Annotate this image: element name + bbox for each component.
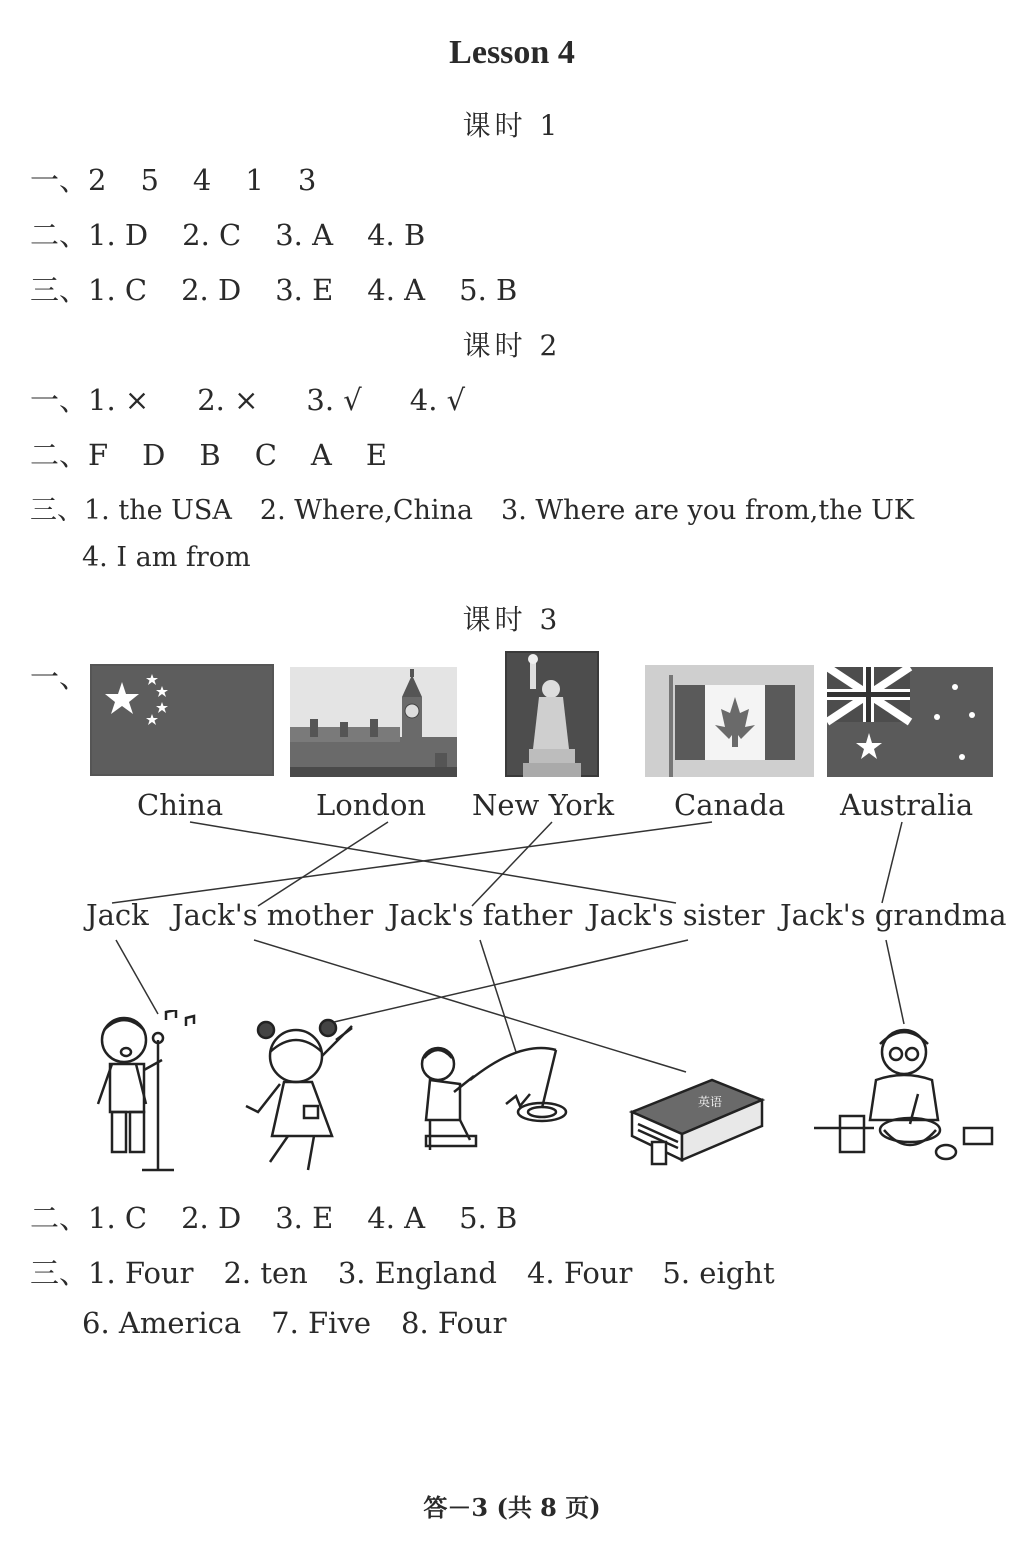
answer-item: D — [142, 438, 166, 472]
q-prefix: 三、 — [30, 273, 89, 307]
answer-item: 2. ten — [223, 1256, 308, 1290]
answer-item: A — [310, 438, 332, 472]
lesson1-heading: 课时 1 — [462, 109, 562, 142]
answer-item: 1. C — [88, 273, 148, 307]
person-label-jacks-father: Jack's father — [388, 898, 573, 932]
answer-item: 1. × — [88, 383, 150, 417]
match-line-father-fishing — [480, 940, 516, 1052]
answer-item: 3 — [297, 163, 317, 197]
person-label-jacks-grandma: Jack's grandma — [780, 898, 1007, 932]
answer-item: B — [199, 438, 221, 472]
match-line-grandma-cooking — [886, 940, 904, 1024]
answer-item: F — [88, 438, 109, 472]
place-label-new-york: New York — [472, 788, 615, 822]
answer-item: 4 — [192, 163, 212, 197]
lesson3-heading: 课时 3 — [462, 603, 562, 636]
answer-item: 3. Where are you from,the UK — [501, 495, 915, 526]
q-prefix: 二、 — [30, 218, 89, 252]
person-label-jack: Jack — [86, 898, 149, 932]
place-label-london: London — [316, 788, 427, 822]
answer-item: 6. America — [82, 1306, 242, 1340]
person-label-jacks-mother: Jack's mother — [172, 898, 374, 932]
lesson3-q2 — [30, 1196, 551, 1237]
answer-item: 2. × — [197, 383, 259, 417]
answer-item: 5. B — [459, 273, 518, 307]
answer-item: 4. √ — [409, 383, 466, 417]
answer-item: 4. B — [367, 218, 426, 252]
answer-item: 3. England — [337, 1256, 497, 1290]
match-line-mother-book — [254, 940, 686, 1072]
q-prefix: 二、 — [30, 1201, 89, 1235]
answer-item: 4. A — [367, 273, 426, 307]
match-line-china-sister — [190, 822, 676, 903]
q-prefix: 三、 — [30, 495, 84, 526]
answer-item: 2. D — [181, 273, 242, 307]
answer-item: E — [365, 438, 388, 472]
answer-item: 3. √ — [306, 383, 362, 417]
answer-item: 2. Where,China — [259, 495, 474, 526]
answer-item: 4. A — [367, 1201, 426, 1235]
answer-item: 2. D — [181, 1201, 242, 1235]
answer-item: 7. Five — [271, 1306, 372, 1340]
q-prefix: 一、 — [30, 163, 89, 197]
q-prefix: 三、 — [30, 1256, 89, 1290]
answer-item: 1. Four — [88, 1256, 194, 1290]
place-label-china: China — [137, 788, 224, 822]
q-prefix: 二、 — [30, 438, 89, 472]
answer-item: 5. eight — [662, 1256, 775, 1290]
answer-item: C — [254, 438, 277, 472]
match-line-london-mother — [258, 822, 388, 906]
page-footer: 答－3 (共 8 页) — [423, 1493, 601, 1522]
answer-item: 3. E — [275, 273, 334, 307]
match-line-newyork-father — [472, 822, 552, 906]
answer-item: 5. B — [459, 1201, 518, 1235]
match-line-canada-jack — [112, 822, 712, 903]
lesson3-q3-line2 — [82, 1306, 506, 1340]
answer-item: 2 — [88, 163, 107, 197]
answer-item: 1. the USA — [84, 495, 232, 526]
q-prefix: 一、 — [30, 660, 89, 694]
answer-item: 2. C — [182, 218, 242, 252]
page-title: Lesson 4 — [449, 34, 575, 71]
place-label-canada: Canada — [674, 788, 786, 822]
lesson3-q3 — [30, 1251, 775, 1292]
answer-item: 1 — [245, 163, 264, 197]
answer-item: 8. Four — [401, 1306, 507, 1340]
answer-item: 1. D — [88, 218, 149, 252]
book-title-text: 英语 — [698, 1095, 723, 1109]
q-prefix: 一、 — [30, 383, 89, 417]
lesson2-heading: 课时 2 — [462, 329, 562, 362]
lesson2-q3-line2: 4. I am from — [82, 542, 251, 573]
answer-item: 3. E — [275, 1201, 334, 1235]
answer-item: 3. A — [275, 218, 334, 252]
answer-item: 4. Four — [526, 1256, 633, 1290]
answer-item: 5 — [140, 163, 159, 197]
person-label-jacks-sister: Jack's sister — [588, 898, 765, 932]
answer-item: 1. C — [88, 1201, 148, 1235]
match-line-australia-grandma — [882, 822, 902, 903]
place-label-australia: Australia — [840, 788, 974, 822]
match-line-jack-singing — [116, 940, 158, 1014]
